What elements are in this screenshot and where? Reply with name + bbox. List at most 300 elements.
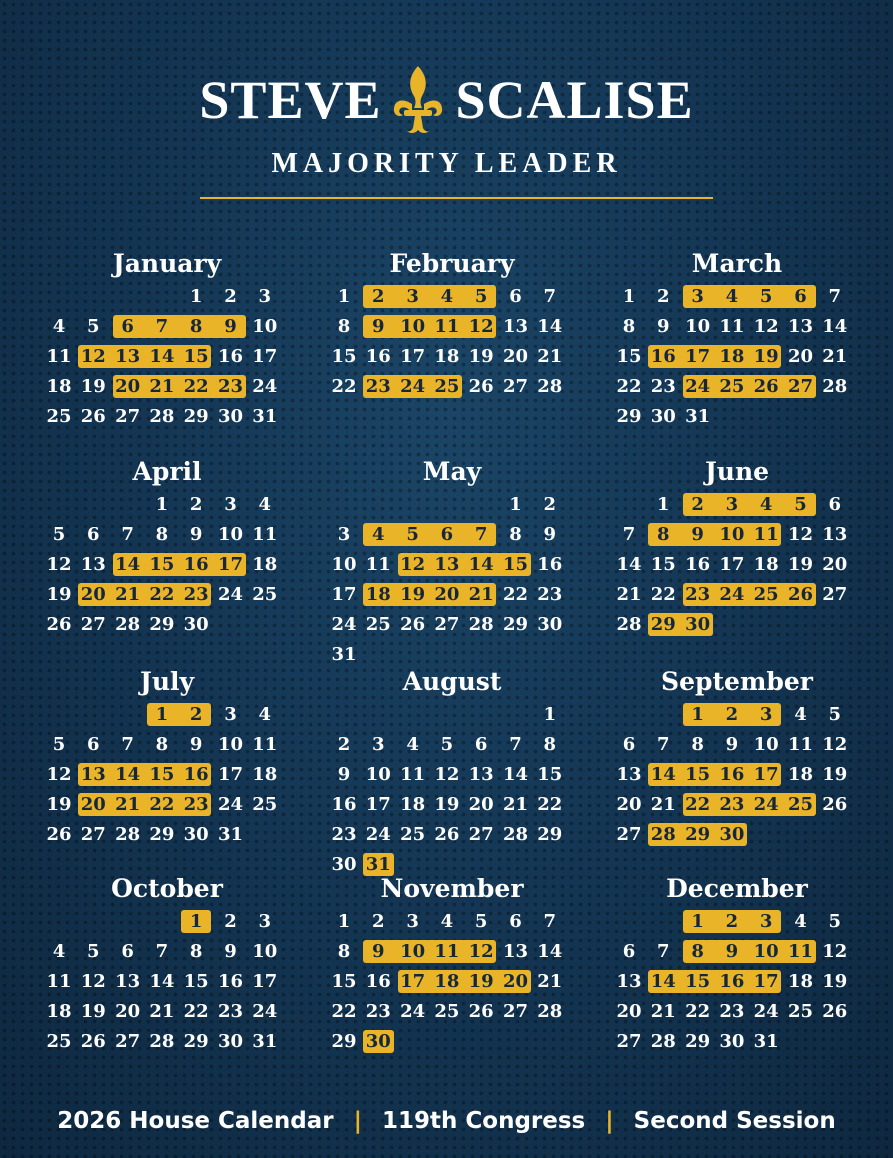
session-day: 30 <box>719 824 745 845</box>
month-november <box>327 871 577 1057</box>
session-day: 16 <box>719 971 745 992</box>
calendar-day: 14 <box>616 554 642 575</box>
calendar-day: 12 <box>822 734 848 755</box>
week-row <box>327 937 577 967</box>
calendar-day: 19 <box>468 346 494 367</box>
calendar-day: 27 <box>115 406 141 427</box>
session-day: 30 <box>365 1031 391 1052</box>
calendar-day: 7 <box>657 941 670 962</box>
session-day: 16 <box>183 764 209 785</box>
session-day: 15 <box>502 554 529 575</box>
calendar-day: 24 <box>252 1001 278 1022</box>
calendar-day: 14 <box>149 971 175 992</box>
month-name: March <box>691 249 783 278</box>
calendar-day: 2 <box>372 911 385 932</box>
calendar-day: 11 <box>46 971 72 992</box>
week-row <box>42 282 292 312</box>
calendar-day: 21 <box>650 794 676 815</box>
calendar-day: 6 <box>121 941 134 962</box>
session-day: 22 <box>149 794 175 815</box>
calendar-day: 26 <box>468 376 494 397</box>
session-day: 29 <box>685 824 711 845</box>
week-row <box>327 1027 577 1057</box>
calendar-day: 13 <box>468 764 494 785</box>
calendar-day: 15 <box>331 346 357 367</box>
calendar-day: 21 <box>616 584 642 605</box>
footer <box>0 1104 893 1138</box>
calendar-day: 21 <box>502 794 529 815</box>
calendar-day: 18 <box>252 764 278 785</box>
session-day: 22 <box>685 794 711 815</box>
calendar-day: 8 <box>155 734 169 755</box>
footer-congress: 119th Congress <box>382 1108 586 1134</box>
session-day: 25 <box>719 376 745 397</box>
session-day: 19 <box>400 584 426 605</box>
name-first: STEVE <box>199 70 382 130</box>
calendar-day: 11 <box>787 734 814 755</box>
calendar-day: 14 <box>822 316 848 337</box>
calendar-day: 29 <box>537 824 563 845</box>
session-day: 16 <box>650 346 676 367</box>
week-row <box>327 312 577 342</box>
session-day: 10 <box>400 941 426 962</box>
calendar-day: 5 <box>440 734 454 755</box>
calendar-day: 15 <box>650 554 676 575</box>
calendar-day: 28 <box>468 614 494 635</box>
calendar-day: 27 <box>80 614 106 635</box>
calendar-day: 20 <box>468 794 494 815</box>
calendar-day: 8 <box>509 524 522 545</box>
week-row <box>612 372 862 402</box>
session-day: 5 <box>474 286 488 307</box>
calendar-day: 16 <box>217 971 244 992</box>
session-day: 14 <box>149 346 175 367</box>
week-row <box>612 550 862 580</box>
session-day: 20 <box>434 584 460 605</box>
calendar-day: 1 <box>155 494 169 515</box>
month-name: November <box>380 874 524 903</box>
session-day: 2 <box>725 911 739 932</box>
session-day: 23 <box>365 376 391 397</box>
session-day: 30 <box>685 614 711 635</box>
session-day: 14 <box>468 554 494 575</box>
session-day: 4 <box>440 286 454 307</box>
calendar-day: 13 <box>80 554 106 575</box>
week-row <box>612 402 862 432</box>
calendar-day: 20 <box>616 794 642 815</box>
calendar-day: 20 <box>502 346 529 367</box>
calendar-day: 22 <box>331 376 357 397</box>
calendar-day: 11 <box>365 554 391 575</box>
calendar-day: 12 <box>822 941 848 962</box>
week-row <box>327 580 577 610</box>
session-day: 23 <box>685 584 711 605</box>
session-day: 10 <box>400 316 426 337</box>
calendar-day: 23 <box>217 1001 244 1022</box>
session-day: 23 <box>719 794 745 815</box>
session-day: 28 <box>650 824 676 845</box>
calendar-day: 8 <box>189 941 203 962</box>
session-day: 11 <box>753 524 779 545</box>
calendar-day: 27 <box>822 584 848 605</box>
session-day: 19 <box>753 346 779 367</box>
calendar-day: 27 <box>502 1001 529 1022</box>
calendar-day: 18 <box>434 346 460 367</box>
week-row <box>327 820 577 850</box>
calendar-day: 19 <box>80 376 106 397</box>
calendar-day: 22 <box>650 584 676 605</box>
session-day: 31 <box>365 854 391 875</box>
calendar-day: 29 <box>331 1031 357 1052</box>
calendar-day: 13 <box>787 316 814 337</box>
calendar-day: 1 <box>337 286 351 307</box>
calendar-day: 7 <box>121 734 134 755</box>
calendar-day: 24 <box>217 794 244 815</box>
session-day: 6 <box>121 316 134 337</box>
session-day: 14 <box>650 764 676 785</box>
calendar-day: 7 <box>121 524 134 545</box>
name-last: SCALISE <box>455 70 694 130</box>
calendar-day: 17 <box>365 794 391 815</box>
week-row <box>327 520 577 550</box>
calendar-day: 9 <box>189 524 203 545</box>
calendar-day: 5 <box>87 941 100 962</box>
calendar-day: 10 <box>252 941 278 962</box>
calendar-day: 9 <box>189 734 203 755</box>
calendar-day: 26 <box>434 824 460 845</box>
calendar-day: 18 <box>46 1001 72 1022</box>
calendar-day: 19 <box>46 584 72 605</box>
footer-separator: | <box>353 1108 363 1134</box>
footer-session: Second Session <box>633 1108 836 1134</box>
calendar-day: 12 <box>46 764 72 785</box>
calendar-day: 5 <box>828 704 842 725</box>
month-april <box>42 454 292 640</box>
session-day: 22 <box>183 376 209 397</box>
calendar-day: 21 <box>537 346 563 367</box>
calendar-day: 28 <box>115 614 141 635</box>
calendar-day: 26 <box>822 1001 848 1022</box>
calendar-day: 14 <box>537 316 563 337</box>
week-row <box>42 342 292 372</box>
calendar-day: 11 <box>46 346 72 367</box>
calendar-day: 25 <box>787 1001 814 1022</box>
calendar-day: 3 <box>224 494 237 515</box>
calendar-day: 31 <box>252 406 278 427</box>
week-row <box>327 282 577 312</box>
calendar-day: 11 <box>719 316 745 337</box>
calendar-day: 17 <box>331 584 357 605</box>
calendar-day: 6 <box>87 524 100 545</box>
session-day: 5 <box>406 524 419 545</box>
month-name: June <box>704 457 770 486</box>
calendar-day: 21 <box>149 1001 175 1022</box>
calendar-day: 28 <box>650 1031 676 1052</box>
calendar-day: 2 <box>337 734 351 755</box>
calendar-day: 4 <box>794 704 807 725</box>
calendar-day: 10 <box>365 764 391 785</box>
calendar-day: 8 <box>622 316 636 337</box>
calendar-day: 30 <box>217 1031 244 1052</box>
month-september <box>612 664 862 850</box>
calendar-day: 19 <box>787 554 814 575</box>
week-row <box>42 490 292 520</box>
calendar-day: 31 <box>753 1031 779 1052</box>
week-row <box>612 700 862 730</box>
logo-wordmark <box>0 64 893 136</box>
header <box>0 0 893 210</box>
calendar-day: 7 <box>543 911 557 932</box>
calendar-day: 30 <box>183 614 209 635</box>
calendar-day: 23 <box>331 824 357 845</box>
calendar-day: 2 <box>224 911 237 932</box>
week-row <box>612 610 862 640</box>
session-day: 12 <box>468 316 494 337</box>
calendar-day: 30 <box>331 854 357 875</box>
calendar-day: 4 <box>440 911 454 932</box>
calendar-day: 30 <box>650 406 676 427</box>
month-name: July <box>139 667 195 696</box>
month-may <box>327 454 577 670</box>
calendar-day: 27 <box>502 376 529 397</box>
session-day: 25 <box>787 794 814 815</box>
calendar-day: 31 <box>217 824 244 845</box>
session-day: 24 <box>753 794 779 815</box>
calendar-day: 11 <box>252 524 278 545</box>
session-day: 21 <box>468 584 494 605</box>
session-day: 24 <box>685 376 711 397</box>
calendar-day: 31 <box>685 406 711 427</box>
calendar-day: 7 <box>828 286 842 307</box>
calendar-day: 26 <box>80 1031 106 1052</box>
calendar-day: 28 <box>502 824 529 845</box>
calendar-day: 18 <box>400 794 426 815</box>
session-day: 3 <box>406 286 419 307</box>
page-title: MAJORITY LEADER <box>271 148 622 179</box>
calendar-day: 31 <box>331 644 357 665</box>
session-day: 13 <box>115 346 141 367</box>
session-day: 7 <box>155 316 169 337</box>
calendar-day: 15 <box>616 346 642 367</box>
calendar-day: 3 <box>258 286 272 307</box>
session-day: 1 <box>155 704 169 725</box>
calendar-day: 13 <box>822 524 848 545</box>
session-day: 20 <box>80 794 106 815</box>
calendar-day: 11 <box>400 764 426 785</box>
week-row <box>327 372 577 402</box>
calendar-day: 27 <box>434 614 460 635</box>
session-day: 22 <box>149 584 175 605</box>
week-row <box>612 997 862 1027</box>
session-day: 3 <box>691 286 704 307</box>
calendar-day: 23 <box>650 376 676 397</box>
week-row <box>327 760 577 790</box>
calendar-day: 18 <box>46 376 72 397</box>
calendar-day: 24 <box>217 584 244 605</box>
session-day: 15 <box>183 346 209 367</box>
calendar-day: 27 <box>80 824 106 845</box>
session-day: 15 <box>149 764 175 785</box>
session-day: 3 <box>759 911 773 932</box>
month-name: May <box>422 457 482 486</box>
calendar-day: 11 <box>252 734 278 755</box>
calendar-day: 16 <box>217 346 244 367</box>
month-july <box>42 664 292 850</box>
calendar-day: 7 <box>509 734 522 755</box>
calendar-day: 28 <box>537 1001 563 1022</box>
footer-separator: | <box>605 1108 614 1134</box>
week-row <box>42 1027 292 1057</box>
session-day: 6 <box>440 524 454 545</box>
week-row <box>42 997 292 1027</box>
calendar-day: 10 <box>217 524 244 545</box>
calendar-day: 9 <box>337 764 351 785</box>
calendar-day: 28 <box>115 824 141 845</box>
session-day: 4 <box>725 286 739 307</box>
calendar-day: 20 <box>787 346 814 367</box>
calendar-day: 6 <box>622 941 636 962</box>
calendar-day: 27 <box>468 824 494 845</box>
session-day: 9 <box>691 524 704 545</box>
month-january <box>42 246 292 432</box>
calendar-day: 10 <box>217 734 244 755</box>
calendar-day: 22 <box>502 584 529 605</box>
calendar-day: 9 <box>725 734 739 755</box>
session-day: 21 <box>115 794 141 815</box>
session-day: 23 <box>183 584 209 605</box>
calendar-day: 17 <box>400 346 426 367</box>
session-day: 5 <box>794 494 807 515</box>
calendar-day: 1 <box>337 911 351 932</box>
session-day: 9 <box>372 941 385 962</box>
session-day: 2 <box>372 286 385 307</box>
calendar-day: 10 <box>685 316 711 337</box>
calendar-day: 14 <box>537 941 563 962</box>
session-day: 18 <box>434 971 460 992</box>
calendar-day: 12 <box>46 554 72 575</box>
calendar-day: 3 <box>406 911 419 932</box>
calendar-day: 3 <box>337 524 351 545</box>
week-row <box>42 820 292 850</box>
session-day: 12 <box>80 346 106 367</box>
calendar-day: 29 <box>502 614 529 635</box>
month-june <box>612 454 862 640</box>
week-row <box>612 937 862 967</box>
calendar-day: 16 <box>537 554 563 575</box>
calendar-day: 23 <box>719 1001 745 1022</box>
calendar-day: 6 <box>474 734 488 755</box>
calendar-day: 23 <box>365 1001 391 1022</box>
week-row <box>612 312 862 342</box>
session-day: 15 <box>685 764 711 785</box>
week-row <box>42 907 292 937</box>
calendar-day: 4 <box>258 704 272 725</box>
month-october <box>42 871 292 1057</box>
session-day: 2 <box>189 704 203 725</box>
calendar-day: 30 <box>537 614 563 635</box>
session-day: 21 <box>149 376 175 397</box>
calendar-day: 7 <box>155 941 169 962</box>
session-day: 25 <box>753 584 779 605</box>
calendar-day: 22 <box>331 1001 357 1022</box>
calendar-day: 22 <box>616 376 642 397</box>
calendar-day: 25 <box>252 794 278 815</box>
calendar-day: 29 <box>149 824 175 845</box>
week-row <box>327 790 577 820</box>
month-name: December <box>666 874 808 903</box>
session-day: 2 <box>691 494 704 515</box>
calendar-day: 26 <box>46 824 72 845</box>
calendar-day: 27 <box>616 824 642 845</box>
calendar-day: 25 <box>400 824 426 845</box>
calendar-day: 19 <box>80 1001 106 1022</box>
week-row <box>612 580 862 610</box>
month-name: September <box>661 667 813 696</box>
month-name: January <box>112 249 222 278</box>
calendar-day: 13 <box>502 941 529 962</box>
calendar-day: 15 <box>537 764 563 785</box>
calendar-day: 6 <box>622 734 636 755</box>
calendar-day: 6 <box>509 286 522 307</box>
calendar-day: 17 <box>217 764 244 785</box>
calendar-day: 29 <box>183 1031 209 1052</box>
week-row <box>612 282 862 312</box>
calendar-day: 20 <box>115 1001 141 1022</box>
session-day: 1 <box>189 911 203 932</box>
session-day: 2 <box>725 704 739 725</box>
calendar-day: 1 <box>543 704 557 725</box>
week-row <box>42 610 292 640</box>
calendar-day: 19 <box>822 764 848 785</box>
session-day: 1 <box>691 704 704 725</box>
calendar-day: 5 <box>52 524 66 545</box>
calendar-day: 8 <box>543 734 557 755</box>
week-row <box>42 402 292 432</box>
week-row <box>327 907 577 937</box>
calendar-day: 1 <box>509 494 522 515</box>
calendar-day: 3 <box>224 704 237 725</box>
calendar-day: 4 <box>794 911 807 932</box>
month-february <box>327 246 577 402</box>
session-day: 3 <box>725 494 739 515</box>
session-day: 20 <box>80 584 106 605</box>
calendar-day: 30 <box>183 824 209 845</box>
week-row <box>612 760 862 790</box>
calendar-day: 24 <box>252 376 278 397</box>
calendar-day: 21 <box>822 346 848 367</box>
session-day: 14 <box>650 971 676 992</box>
session-day: 26 <box>787 584 814 605</box>
session-day: 14 <box>115 554 141 575</box>
calendar-day: 31 <box>252 1031 278 1052</box>
calendar-day: 8 <box>337 941 351 962</box>
week-row <box>327 997 577 1027</box>
calendar-day: 30 <box>719 1031 745 1052</box>
calendar-day: 12 <box>753 316 779 337</box>
session-day: 18 <box>365 584 391 605</box>
session-day: 16 <box>183 554 209 575</box>
calendar-day: 29 <box>183 406 209 427</box>
calendar-day: 26 <box>46 614 72 635</box>
calendar-day: 1 <box>657 494 670 515</box>
calendar-day: 9 <box>224 941 237 962</box>
session-day: 8 <box>691 941 704 962</box>
week-row <box>42 760 292 790</box>
session-day: 18 <box>719 346 745 367</box>
calendar-day: 18 <box>787 764 814 785</box>
calendar-day: 10 <box>753 734 779 755</box>
session-day: 9 <box>372 316 385 337</box>
